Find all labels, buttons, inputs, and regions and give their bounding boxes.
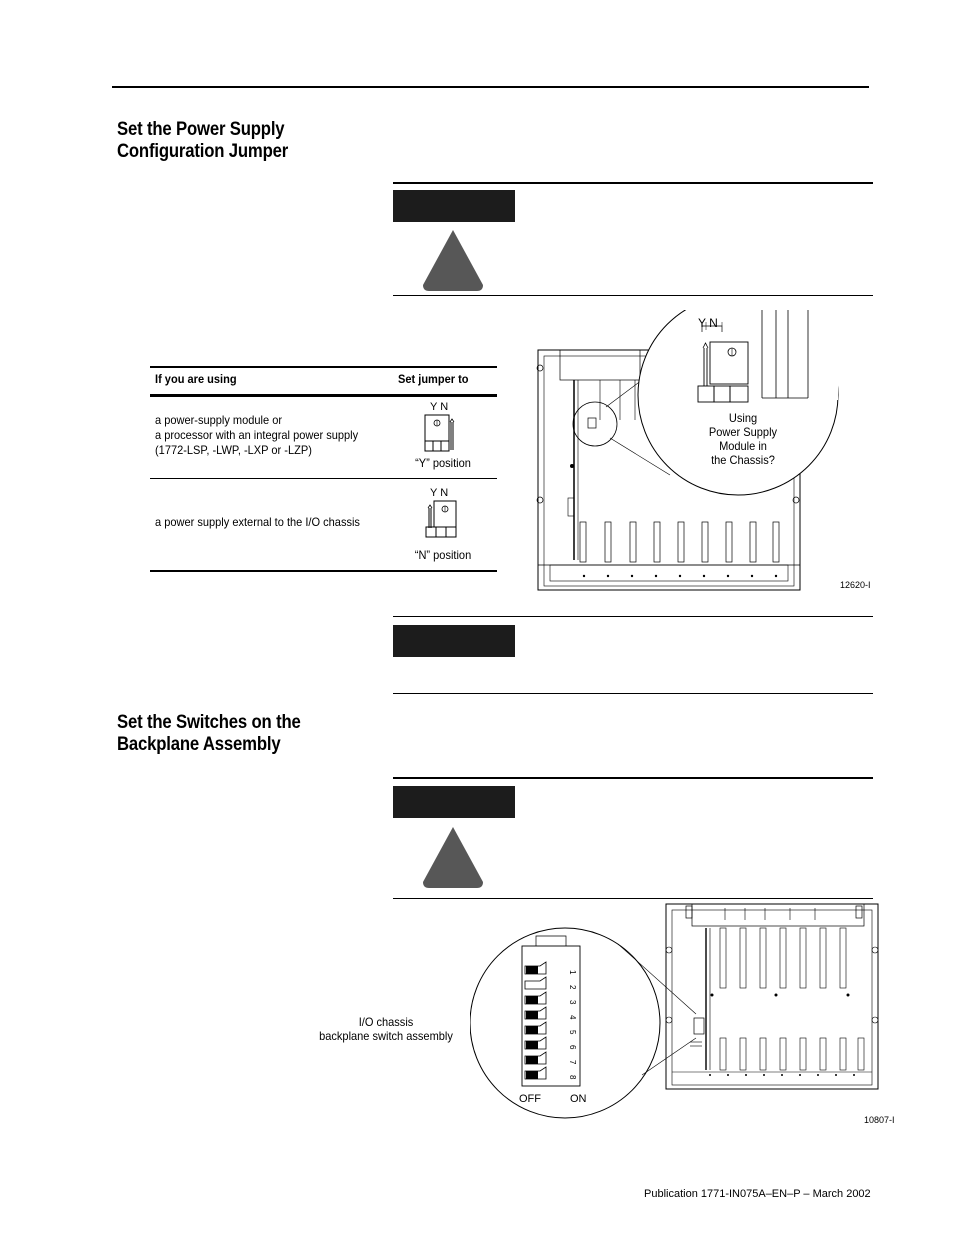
jumper-y-position-icon	[424, 414, 460, 454]
jumper-yn-label: Y N	[430, 401, 449, 413]
table-rule-header	[150, 394, 497, 397]
callout-yn-label: Y N	[698, 316, 718, 330]
table-row-2-text: a power supply external to the I/O chassis	[155, 515, 360, 529]
backplane-caption: I/O chassis backplane switch assembly	[319, 1015, 453, 1043]
top-rule	[112, 86, 869, 88]
n-position-label: “N” position	[414, 548, 472, 562]
caution-label-box-2	[393, 786, 515, 818]
table-rule-middle	[150, 478, 497, 479]
on-label: ON	[570, 1093, 587, 1105]
warning-triangle-icon	[420, 227, 486, 293]
switch-number-label: 2	[568, 985, 577, 990]
figure-id-1: 12620-I	[840, 580, 871, 590]
section-heading-switches: Set the Switches on the Backplane Assembly	[117, 712, 301, 755]
figure-id-2: 10807-I	[864, 1115, 895, 1125]
callout-question: Using Power Supply Module in the Chassis?	[708, 411, 778, 467]
block2-rule-top	[393, 616, 873, 617]
table-header-set-jumper: Set jumper to	[398, 372, 469, 386]
block-rule-top	[393, 182, 873, 184]
table-header-using: If you are using	[155, 372, 237, 386]
table-rule-top	[150, 366, 497, 368]
y-position-label: “Y” position	[415, 456, 471, 470]
switch-number-label: 8	[568, 1075, 577, 1080]
switch-number-label: 4	[568, 1015, 577, 1020]
caution-label-box	[393, 190, 515, 222]
jumper-yn-label-2: Y N	[430, 487, 449, 499]
block2-rule-bottom	[393, 693, 873, 694]
publication-footer: Publication 1771-IN075A–EN–P – March 2002	[644, 1188, 871, 1200]
switch-number-label: 7	[568, 1060, 577, 1065]
important-label-box	[393, 625, 515, 657]
switch-number-label: 5	[568, 1030, 577, 1035]
off-label: OFF	[519, 1093, 541, 1105]
table-rule-bottom	[150, 570, 497, 572]
switch-number-label: 6	[568, 1045, 577, 1050]
switch-number-label: 3	[568, 1000, 577, 1005]
table-row-1-text: a power-supply module or a processor with an integral power supply (1772-LSP, -LWP, -LXP or -LZP)	[155, 413, 359, 457]
warning-triangle-icon-2	[420, 824, 486, 890]
block3-rule-bottom	[393, 898, 873, 899]
block3-rule-top	[393, 777, 873, 779]
section-heading-power-supply: Set the Power Supply Configuration Jumper	[117, 119, 289, 162]
switch-number-label: 1	[568, 970, 577, 975]
jumper-n-position-icon	[424, 500, 460, 540]
block-rule-bottom	[393, 295, 873, 296]
